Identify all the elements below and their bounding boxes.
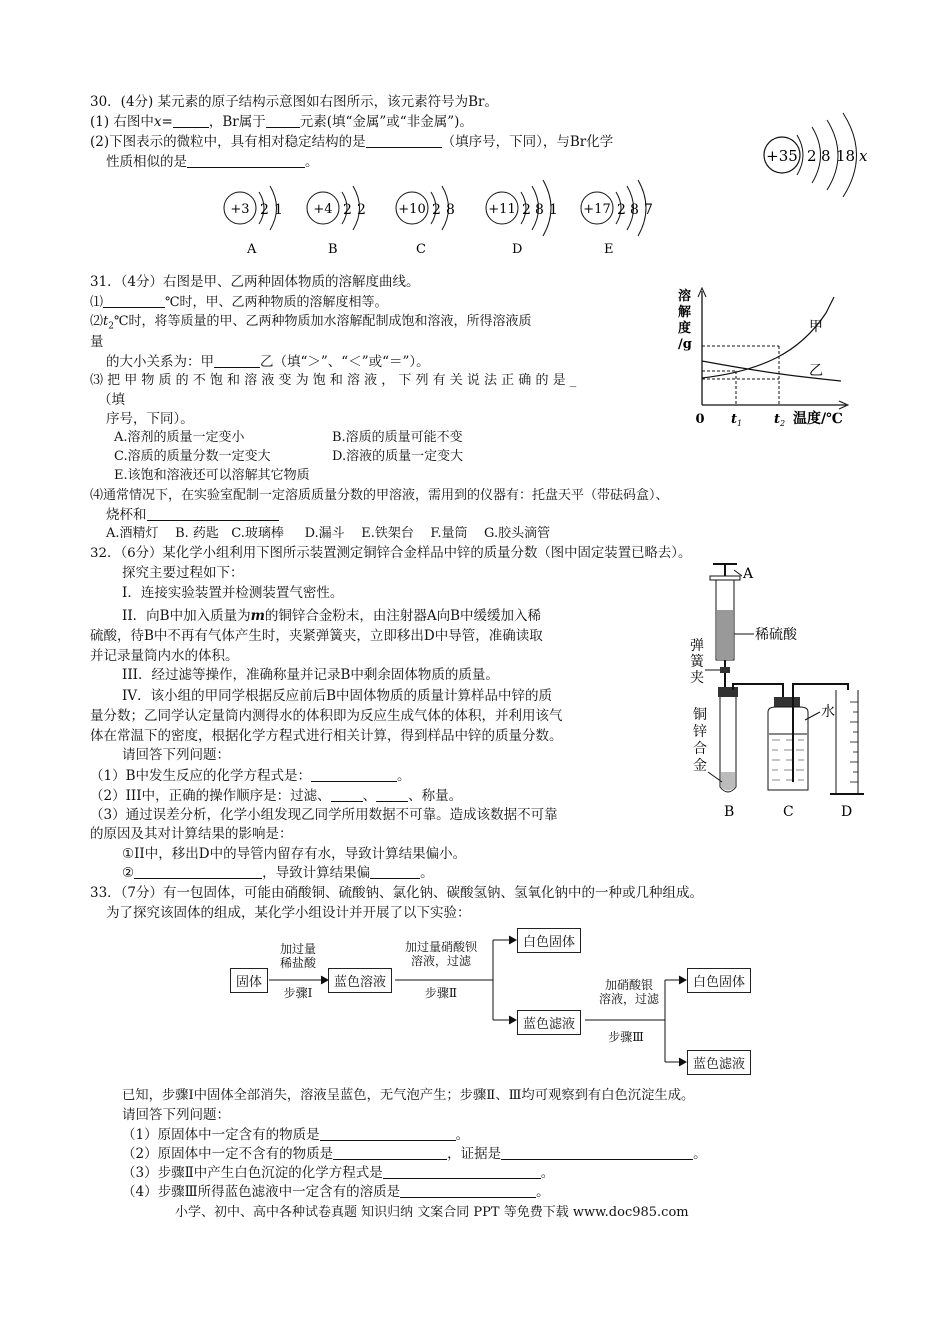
atom-label-e: E: [604, 242, 614, 257]
svg-text:2: 2: [357, 202, 366, 218]
q30-part1: (1) 右图中x= ，Br属于 元素(填“金属”或“非金属”)。: [90, 114, 473, 130]
q31-opt-b: B.溶质的质量可能不变: [332, 430, 463, 445]
svg-text:7: 7: [644, 202, 653, 218]
blank[interactable]: [311, 767, 397, 782]
flow-ag-label: 加硝酸银 溶液，过滤: [598, 978, 659, 1006]
atom-label-c: C: [416, 242, 426, 257]
q32-step2c: 并记录量筒内水的体积。: [90, 648, 239, 664]
q31-opts4: A.酒精灯 B. 药匙 C.玻璃棒 D.漏斗 E.铁架台 F.量筒 G.胶头滴管: [106, 526, 551, 541]
q33-a1: （1）原固体中一定含有的物质是 。: [122, 1127, 470, 1143]
svg-text:簧: 簧: [690, 654, 704, 670]
q32-title: 32．（6分）某化学小组利用下图所示装置测定铜锌合金样品中锌的质量分数（图中固定装置已略去）。: [90, 546, 692, 561]
q33-a3: （3）步骤Ⅱ中产生白色沉淀的化学方程式是 。: [122, 1165, 555, 1181]
flow-step3: 步骤Ⅲ: [608, 1030, 644, 1044]
br-nucleus: +35: [766, 147, 798, 165]
flow-acid-label: 加过量 稀盐酸: [279, 942, 316, 970]
svg-text:2: 2: [260, 202, 269, 218]
flow-step2: 步骤Ⅱ: [424, 986, 458, 1000]
q31-part4b: 烧杯和: [106, 506, 279, 524]
q33-a2: （2）原固体中一定不含有的物质是 ，证据是 。: [122, 1146, 707, 1162]
svg-text:/g: /g: [678, 337, 692, 352]
q30-part2b: 性质相似的是 。: [106, 154, 319, 170]
q32-a3c: ①II中，移出D中的导管内留存有水，导致计算结果偏小。: [122, 846, 467, 862]
flow-white-solid-2: 白色固体: [687, 968, 751, 993]
atom-c: [396, 186, 455, 257]
svg-text:夹: 夹: [690, 670, 704, 686]
solubility-graph: [676, 283, 856, 428]
svg-text:金: 金: [693, 758, 707, 774]
q30-part2: (2)下图表示的微粒中，具有相对稳定结构的是 （填序号，下同），与Br化学: [90, 134, 614, 150]
q32-ask: 请回答下列问题：: [122, 747, 230, 763]
flow-step1: 步骤Ⅰ: [283, 986, 313, 1000]
q31-title: 31．（4分）右图是甲、乙两种固体物质的溶解度曲线。: [90, 274, 420, 290]
q32-step4: IV．该小组的甲同学根据反应前后B中固体物质的质量计算样品中锌的质: [122, 688, 553, 704]
blank[interactable]: [333, 1145, 447, 1160]
svg-text:8: 8: [446, 202, 455, 218]
blank[interactable]: [103, 293, 165, 308]
q33-known: 已知，步骤Ⅰ中固体全部消失，溶液呈蓝色，无气泡产生；步骤Ⅱ、Ⅲ均可观察到有白色沉淀生成。: [122, 1088, 695, 1103]
svg-text:2: 2: [432, 202, 441, 218]
svg-text:1: 1: [737, 419, 743, 428]
blank[interactable]: [366, 133, 442, 148]
svg-text:+4: +4: [313, 202, 333, 217]
svg-text:1: 1: [549, 202, 558, 218]
q32-a1: （1）B中发生反应的化学方程式是： 。: [90, 768, 411, 784]
q32-step4b: 量分数；乙同学认定量筒内测得水的体积即为反应生成气体的体积，并利用该气: [90, 708, 563, 724]
svg-text:+3: +3: [230, 202, 250, 217]
flow-ba-label: 加过量硝酸钡 溶液，过滤: [404, 940, 477, 968]
q31-opt-e: E.该饱和溶液还可以溶解其它物质: [114, 468, 310, 483]
q32-step2b: 硫酸，待B中不再有气体产生时，夹紧弹簧夹，立即移出D中导管，准确读取: [90, 628, 543, 644]
blank[interactable]: [400, 1183, 536, 1198]
atom-label-b: B: [328, 242, 338, 257]
svg-text:铜: 铜: [693, 707, 707, 723]
atom-label-d: D: [512, 242, 523, 257]
blank[interactable]: [266, 113, 300, 128]
flow-blue-filtrate-1: 蓝色滤液: [517, 1010, 581, 1035]
br-shell-3: 18: [836, 147, 856, 165]
apparatus-figure: [688, 562, 868, 824]
q33-intro: 为了探究该固体的组成，某化学小组设计并开展了以下实验：: [106, 905, 471, 921]
svg-text:1: 1: [274, 202, 283, 218]
svg-text:t: t: [731, 412, 738, 427]
q32-intro: 探究主要过程如下：: [122, 565, 244, 581]
flow-blue-solution: 蓝色溶液: [328, 968, 392, 993]
label-a: A: [743, 566, 754, 582]
svg-text:2: 2: [780, 419, 786, 428]
label-acid: 稀硫酸: [755, 627, 797, 643]
br-shell-2: 8: [821, 147, 831, 165]
q32-a2: （2）III中，正确的操作顺序是：过滤、 、 、称量。: [90, 788, 463, 804]
q31-part4: ⑷通常情况下，在实验室配制一定溶质质量分数的甲溶液，需用到的仪器有：托盘天平（带砝码盒）、: [90, 488, 669, 503]
svg-text:解: 解: [678, 305, 692, 320]
atom-b: [307, 186, 366, 257]
atom-d: [486, 180, 558, 257]
q33-a4: （4）步骤Ⅲ所得蓝色滤液中一定含有的溶质是 。: [122, 1184, 550, 1200]
q31-part3c: 序号，下同）。: [106, 411, 194, 427]
svg-text:溶: 溶: [678, 289, 692, 304]
blank[interactable]: [134, 864, 262, 879]
svg-text:2: 2: [522, 202, 531, 218]
atom-a: [224, 186, 283, 257]
q32-a3: （3）通过误差分析，化学小组发现乙同学所用数据不可靠。造成该数据不可靠: [90, 807, 558, 823]
q33-title: 33．（7分）有一包固体，可能由硝酸铜、硫酸钠、氯化钠、碳酸氢钠、氢氧化钠中的一种或几种组成。: [90, 885, 704, 901]
q32-a3b: 的原因及其对计算结果的影响是：: [90, 826, 293, 842]
q31-part2b: 量: [90, 334, 104, 350]
svg-text:t: t: [774, 412, 781, 427]
blank[interactable]: [501, 1145, 693, 1160]
blank[interactable]: [376, 787, 408, 802]
flow-solid: 固体: [230, 968, 268, 993]
br-shell-4: x: [859, 147, 868, 165]
flow-white-solid-1: 白色固体: [517, 928, 581, 953]
q30-title: 30．(4分) 某元素的原子结构示意图如右图所示，该元素符号为Br。: [90, 94, 498, 110]
blank[interactable]: [370, 864, 420, 879]
blank[interactable]: [214, 353, 260, 368]
svg-text:2: 2: [617, 202, 626, 218]
svg-text:弹: 弹: [690, 638, 704, 654]
q32-step2: II．向B中加入质量为m的铜锌合金粉末，由注射器A向B中缓缓加入稀: [122, 608, 542, 624]
footer: 小学、初中、高中各种试卷真题 知识归纳 文案合同 PPT 等免费下载 www.doc985.com: [175, 1205, 689, 1220]
svg-text:锌: 锌: [693, 724, 707, 740]
blank[interactable]: [173, 113, 209, 128]
q31-opt-a: A.溶剂的质量一定变小: [114, 430, 245, 445]
q32-step4c: 体在常温下的密度，根据化学方程式进行相关计算，得到样品中锌的质量分数。: [90, 728, 563, 744]
q31-part2c: 的大小关系为：甲 乙（填“＞”、“＜”或“＝”）。: [106, 354, 430, 370]
svg-text:温度/℃: 温度/℃: [793, 411, 843, 427]
svg-text:度: 度: [678, 321, 692, 336]
label-water: 水: [821, 704, 835, 720]
q32-step3: III．经过滤等操作，准确称量并记录B中剩余固体物质的质量。: [122, 667, 499, 683]
q32-step1: I．连接实验装置并检测装置气密性。: [122, 585, 344, 601]
blank[interactable]: [320, 1126, 456, 1141]
label-d: D: [841, 804, 853, 820]
svg-text:合: 合: [693, 741, 707, 757]
q32-a3d: ② ，导致计算结果偏 。: [122, 865, 434, 881]
blank[interactable]: [383, 1164, 541, 1179]
atom-diagrams: [215, 178, 675, 260]
svg-text:+10: +10: [398, 202, 426, 217]
svg-text:8: 8: [535, 202, 544, 218]
q33-ask: 请回答下列问题：: [122, 1107, 230, 1123]
q31-opt-d: D.溶液的质量一定变大: [332, 449, 464, 464]
svg-text:8: 8: [630, 202, 639, 218]
blank[interactable]: [331, 787, 363, 802]
q31-opt-c: C.溶质的质量分数一定变大: [114, 449, 271, 464]
svg-text:+11: +11: [488, 202, 516, 217]
q31-part1: ⑴ ℃时，甲、乙两种物质的溶解度相等。: [90, 295, 388, 310]
svg-text:+17: +17: [583, 202, 611, 217]
legend-yi: 乙: [809, 363, 823, 379]
br-atom-diagram: [757, 110, 877, 200]
label-c: C: [783, 804, 794, 820]
atom-e: [581, 180, 653, 257]
q31-part3b: （填: [98, 392, 125, 408]
legend-jia: 甲: [809, 319, 823, 335]
svg-text:0: 0: [695, 412, 705, 427]
blank[interactable]: [147, 506, 279, 521]
br-shell-1: 2: [807, 147, 817, 165]
label-b: B: [724, 804, 735, 820]
blank[interactable]: [187, 153, 305, 168]
q31-part2: $⑵t_2℃$时，将等质量的甲、乙两种物质加水溶解配制成饱和溶液，所得溶液质: [90, 314, 532, 332]
flow-blue-filtrate-2: 蓝色滤液: [687, 1050, 751, 1075]
q31-part3: ⑶ 把 甲 物 质 的 不 饱 和 溶 液 变 为 饱 和 溶 液 ， 下 列 有 关 说 法 正 确 的 是 _: [90, 373, 577, 388]
svg-text:2: 2: [343, 202, 352, 218]
atom-label-a: A: [247, 242, 257, 257]
